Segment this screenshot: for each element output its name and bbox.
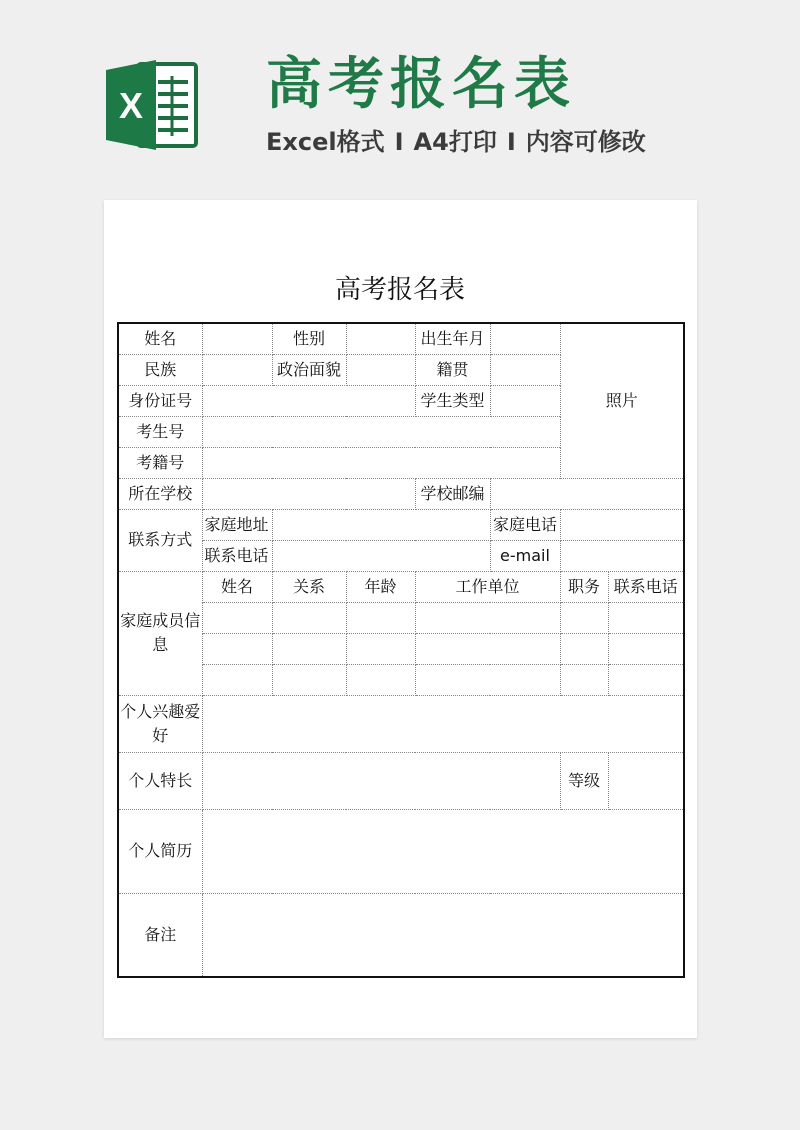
family-cell[interactable] — [415, 633, 560, 664]
label-native-place: 籍贯 — [415, 354, 490, 385]
label-specialty: 个人特长 — [118, 752, 202, 809]
label-name: 姓名 — [118, 323, 202, 354]
value-native-place[interactable] — [490, 354, 560, 385]
photo-box[interactable]: 照片 — [560, 323, 684, 478]
family-cell[interactable] — [560, 633, 608, 664]
family-header-relation: 关系 — [272, 571, 346, 602]
family-header-position: 职务 — [560, 571, 608, 602]
value-exam-no[interactable] — [202, 416, 560, 447]
family-cell[interactable] — [560, 602, 608, 633]
family-cell[interactable] — [608, 664, 684, 695]
label-home-address: 家庭地址 — [202, 509, 272, 540]
label-exam-registry: 考籍号 — [118, 447, 202, 478]
value-email[interactable] — [560, 540, 684, 571]
label-exam-no: 考生号 — [118, 416, 202, 447]
label-interests: 个人兴趣爱好 — [118, 695, 202, 752]
family-cell[interactable] — [272, 602, 346, 633]
family-cell[interactable] — [272, 664, 346, 695]
family-cell[interactable] — [202, 633, 272, 664]
label-resume: 个人简历 — [118, 809, 202, 893]
label-student-type: 学生类型 — [415, 385, 490, 416]
label-political: 政治面貌 — [272, 354, 346, 385]
family-cell[interactable] — [415, 602, 560, 633]
subtitle — [266, 126, 646, 158]
label-home-phone: 家庭电话 — [490, 509, 560, 540]
form-title: 高考报名表 — [334, 275, 465, 305]
family-header-workplace: 工作单位 — [415, 571, 560, 602]
family-header-phone: 联系电话 — [608, 571, 684, 602]
value-grade[interactable] — [608, 752, 684, 809]
subtitle-format: Excel格式 — [266, 128, 385, 156]
value-gender[interactable] — [346, 323, 415, 354]
family-cell[interactable] — [346, 633, 415, 664]
value-id-number[interactable] — [202, 385, 415, 416]
family-cell[interactable] — [272, 633, 346, 664]
label-ethnicity: 民族 — [118, 354, 202, 385]
family-cell[interactable] — [415, 664, 560, 695]
page-title: 高考报名表 — [266, 52, 576, 117]
family-row — [118, 633, 684, 664]
family-row — [118, 664, 684, 695]
value-exam-registry[interactable] — [202, 447, 560, 478]
label-school: 所在学校 — [118, 478, 202, 509]
value-school-postcode[interactable] — [490, 478, 684, 509]
subtitle-print: A4打印 — [413, 128, 497, 156]
value-home-phone[interactable] — [560, 509, 684, 540]
label-school-postcode: 学校邮编 — [415, 478, 490, 509]
family-header-age: 年龄 — [346, 571, 415, 602]
value-home-address[interactable] — [272, 509, 490, 540]
family-header-name: 姓名 — [202, 571, 272, 602]
label-family: 家庭成员信息 — [118, 571, 202, 695]
value-school[interactable] — [202, 478, 415, 509]
family-cell[interactable] — [202, 664, 272, 695]
value-contact-phone[interactable] — [272, 540, 490, 571]
value-specialty[interactable] — [202, 752, 560, 809]
value-name[interactable] — [202, 323, 272, 354]
label-grade: 等级 — [560, 752, 608, 809]
label-contact: 联系方式 — [118, 509, 202, 571]
label-email: e-mail — [490, 540, 560, 571]
label-remarks: 备注 — [118, 893, 202, 977]
subtitle-editable: 内容可修改 — [525, 128, 646, 156]
family-cell[interactable] — [346, 664, 415, 695]
label-gender: 性别 — [272, 323, 346, 354]
value-student-type[interactable] — [490, 385, 560, 416]
family-cell[interactable] — [608, 633, 684, 664]
family-row — [118, 602, 684, 633]
header — [0, 0, 800, 200]
label-id-number: 身份证号 — [118, 385, 202, 416]
family-cell[interactable] — [608, 602, 684, 633]
value-resume[interactable] — [202, 809, 684, 893]
family-cell[interactable] — [202, 602, 272, 633]
value-ethnicity[interactable] — [202, 354, 272, 385]
subtitle-separator: I — [506, 128, 516, 156]
label-contact-phone: 联系电话 — [202, 540, 272, 571]
value-birth[interactable] — [490, 323, 560, 354]
subtitle-separator: I — [394, 128, 404, 156]
label-birth: 出生年月 — [415, 323, 490, 354]
value-political[interactable] — [346, 354, 415, 385]
value-interests[interactable] — [202, 695, 684, 752]
excel-icon — [104, 56, 202, 154]
value-remarks[interactable] — [202, 893, 684, 977]
registration-form — [117, 322, 685, 978]
family-cell[interactable] — [346, 602, 415, 633]
family-cell[interactable] — [560, 664, 608, 695]
excel-logo-letter: X — [118, 85, 144, 126]
